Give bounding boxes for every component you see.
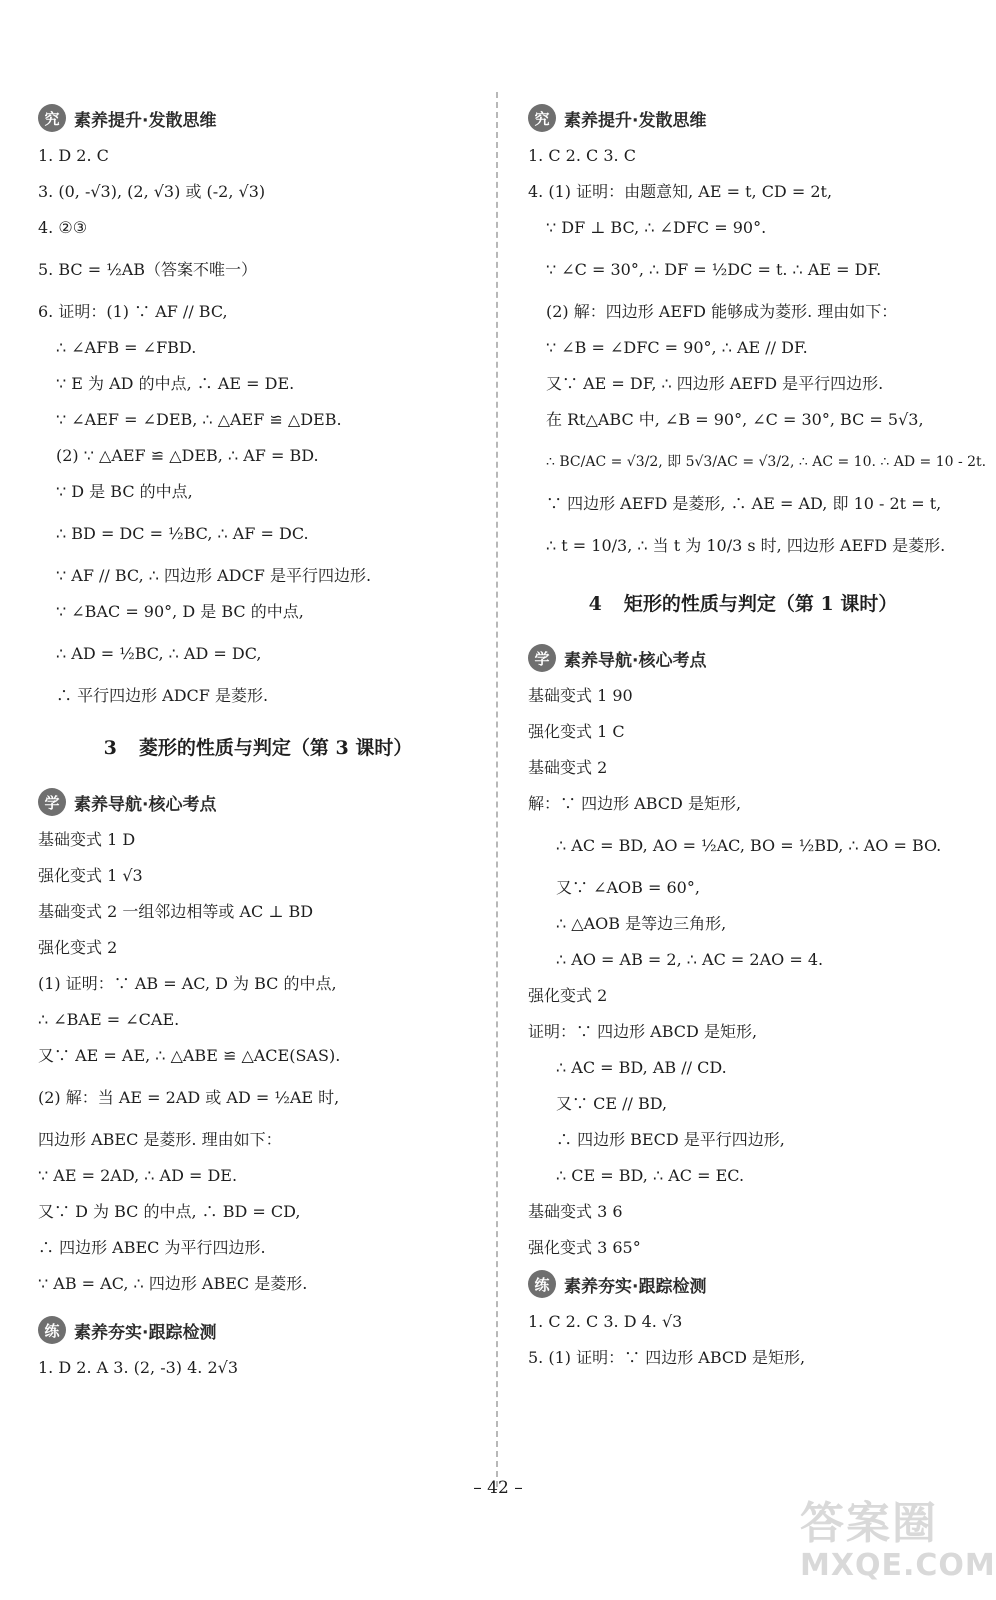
chapter-heading (38, 720, 478, 776)
section-header (38, 100, 478, 136)
watermark-text: 答案圈 (800, 1498, 938, 1549)
section-badge-icon: 究 (38, 104, 66, 132)
answer-line: 四边形 ABEC 是菱形. 理由如下： (38, 1130, 282, 1149)
chapter-number: 4 (588, 593, 602, 615)
section-title: 素养夯实·跟踪检测 (564, 1276, 707, 1297)
answer-line: 又∵ AE = AE, ∴ △ABE ≌ △ACE(SAS). (38, 1046, 341, 1065)
answer-line: 解：∵ 四边形 ABCD 是矩形, (528, 794, 742, 813)
section-header (528, 640, 958, 676)
section-header (38, 784, 478, 820)
section-title: 素养导航·核心考点 (564, 650, 707, 671)
right-column (528, 100, 987, 1376)
answer-line: ∴ AC = BD, AO = ½AC, BO = ½BD, ∴ AO = BO. (556, 836, 942, 855)
answer-line: 强化变式 1 C (528, 722, 625, 741)
answer-line: 证明：∵ 四边形 ABCD 是矩形, (528, 1022, 758, 1041)
answer-line: 在 Rt△ABC 中, ∠B = 90°, ∠C = 30°, BC = 5√3, (546, 410, 924, 429)
answer-line: ∴ 四边形 ABEC 为平行四边形. (38, 1238, 266, 1257)
answer-line: 强化变式 1 √3 (38, 866, 143, 885)
answer-line: 5. BC = ½AB（答案不唯一） (38, 260, 258, 279)
answer-line: 基础变式 2 (528, 758, 608, 777)
answer-line: ∵ ∠C = 30°, ∴ DF = ½DC = t. ∴ AE = DF. (546, 260, 882, 279)
watermark-logo (800, 1498, 996, 1590)
answer-line: 4. ②③ (38, 218, 88, 237)
answer-line: 强化变式 2 (38, 938, 118, 957)
section-header (38, 1312, 478, 1348)
answer-line: 1. C 2. C 3. C (528, 146, 636, 165)
chapter-heading (528, 576, 958, 632)
chapter-number: 3 (103, 737, 117, 759)
section-badge-icon: 学 (38, 788, 66, 816)
left-column (38, 100, 478, 1386)
answer-line: 又∵ AE = DF, ∴ 四边形 AEFD 是平行四边形. (546, 374, 884, 393)
answer-line: 6. 证明：(1) ∵ AF // BC, (38, 302, 228, 321)
section-badge-icon: 究 (528, 104, 556, 132)
answer-line: 强化变式 2 (528, 986, 608, 1005)
answer-line: 强化变式 3 65° (528, 1238, 641, 1257)
watermark-url: MXQE.COM (800, 1548, 996, 1583)
answer-line: 基础变式 2 一组邻边相等或 AC ⊥ BD (38, 902, 314, 921)
answer-line: 1. C 2. C 3. D 4. √3 (528, 1312, 683, 1331)
answer-line: ∵ E 为 AD 的中点, ∴ AE = DE. (56, 374, 295, 393)
section-title: 素养提升·发散思维 (564, 110, 707, 131)
section-title: 素养导航·核心考点 (74, 794, 217, 815)
answer-line: 3. (0, -√3), (2, √3) 或 (-2, √3) (38, 182, 266, 201)
section-badge-icon: 学 (528, 644, 556, 672)
answer-line: ∴ BD = DC = ½BC, ∴ AF = DC. (56, 524, 309, 543)
chapter-title: 矩形的性质与判定（第 1 课时） (623, 593, 898, 615)
answer-line: ∵ AF // BC, ∴ 四边形 ADCF 是平行四边形. (56, 566, 372, 585)
answer-line: ∵ ∠AEF = ∠DEB, ∴ △AEF ≌ △DEB. (56, 410, 342, 429)
answer-line: ∴ 四边形 BECD 是平行四边形, (556, 1130, 785, 1149)
answer-line: ∵ AE = 2AD, ∴ AD = DE. (38, 1166, 238, 1185)
answer-line: ∵ D 是 BC 的中点, (56, 482, 193, 501)
section-badge-icon: 练 (528, 1270, 556, 1298)
answer-line: ∴ AO = AB = 2, ∴ AC = 2AO = 4. (556, 950, 824, 969)
answer-line: 1. D 2. C (38, 146, 109, 165)
answer-line: 4. (1) 证明：由题意知, AE = t, CD = 2t, (528, 182, 833, 201)
answer-line: ∴ ∠AFB = ∠FBD. (56, 338, 197, 357)
answer-line: 又∵ D 为 BC 的中点, ∴ BD = CD, (38, 1202, 301, 1221)
answer-line: ∴ AD = ½BC, ∴ AD = DC, (56, 644, 262, 663)
answer-line: ∵ AB = AC, ∴ 四边形 ABEC 是菱形. (38, 1274, 308, 1293)
answer-line: ∴ △AOB 是等边三角形, (556, 914, 727, 933)
answer-line: 又∵ CE // BD, (556, 1094, 668, 1113)
answer-line: ∴ AC = BD, AB // CD. (556, 1058, 727, 1077)
answer-line: 1. D 2. A 3. (2, -3) 4. 2√3 (38, 1358, 239, 1377)
answer-line: ∴ CE = BD, ∴ AC = EC. (556, 1166, 745, 1185)
answer-line: 基础变式 1 D (38, 830, 136, 849)
answer-line: ∵ DF ⊥ BC, ∴ ∠DFC = 90°. (546, 218, 767, 237)
answer-line: (1) 证明：∵ AB = AC, D 为 BC 的中点, (38, 974, 337, 993)
answer-line: 基础变式 1 90 (528, 686, 633, 705)
page-number: – 42 – (473, 1478, 523, 1498)
answer-line: ∴ ∠BAE = ∠CAE. (38, 1010, 180, 1029)
answer-line: (2) ∵ △AEF ≌ △DEB, ∴ AF = BD. (56, 446, 319, 465)
answer-line: 又∵ ∠AOB = 60°, (556, 878, 700, 897)
answer-line: ∴ 平行四边形 ADCF 是菱形. (56, 686, 269, 705)
section-header (528, 1266, 958, 1302)
answer-line: ∵ 四边形 AEFD 是菱形, ∴ AE = AD, 即 10 - 2t = t, (546, 494, 942, 513)
answer-line: 基础变式 3 6 (528, 1202, 623, 1221)
column-divider (496, 92, 498, 1487)
answer-line: ∴ BC/AC = √3/2, 即 5√3/AC = √3/2, ∴ AC = 10. ∴ AD = 10 - 2t. (546, 454, 987, 470)
answer-line: (2) 解：当 AE = 2AD 或 AD = ½AE 时, (38, 1088, 340, 1107)
chapter-title: 菱形的性质与判定（第 3 课时） (138, 737, 413, 759)
section-title: 素养提升·发散思维 (74, 110, 217, 131)
section-title: 素养夯实·跟踪检测 (74, 1322, 217, 1343)
answer-line: ∵ ∠B = ∠DFC = 90°, ∴ AE // DF. (546, 338, 808, 357)
answer-line: 5. (1) 证明：∵ 四边形 ABCD 是矩形, (528, 1348, 806, 1367)
answer-line: ∵ ∠BAC = 90°, D 是 BC 的中点, (56, 602, 304, 621)
answer-line: ∴ t = 10/3, ∴ 当 t 为 10/3 s 时, 四边形 AEFD 是菱形. (546, 536, 946, 555)
answer-line: (2) 解：四边形 AEFD 能够成为菱形. 理由如下： (546, 302, 898, 321)
section-header (528, 100, 958, 136)
section-badge-icon: 练 (38, 1316, 66, 1344)
